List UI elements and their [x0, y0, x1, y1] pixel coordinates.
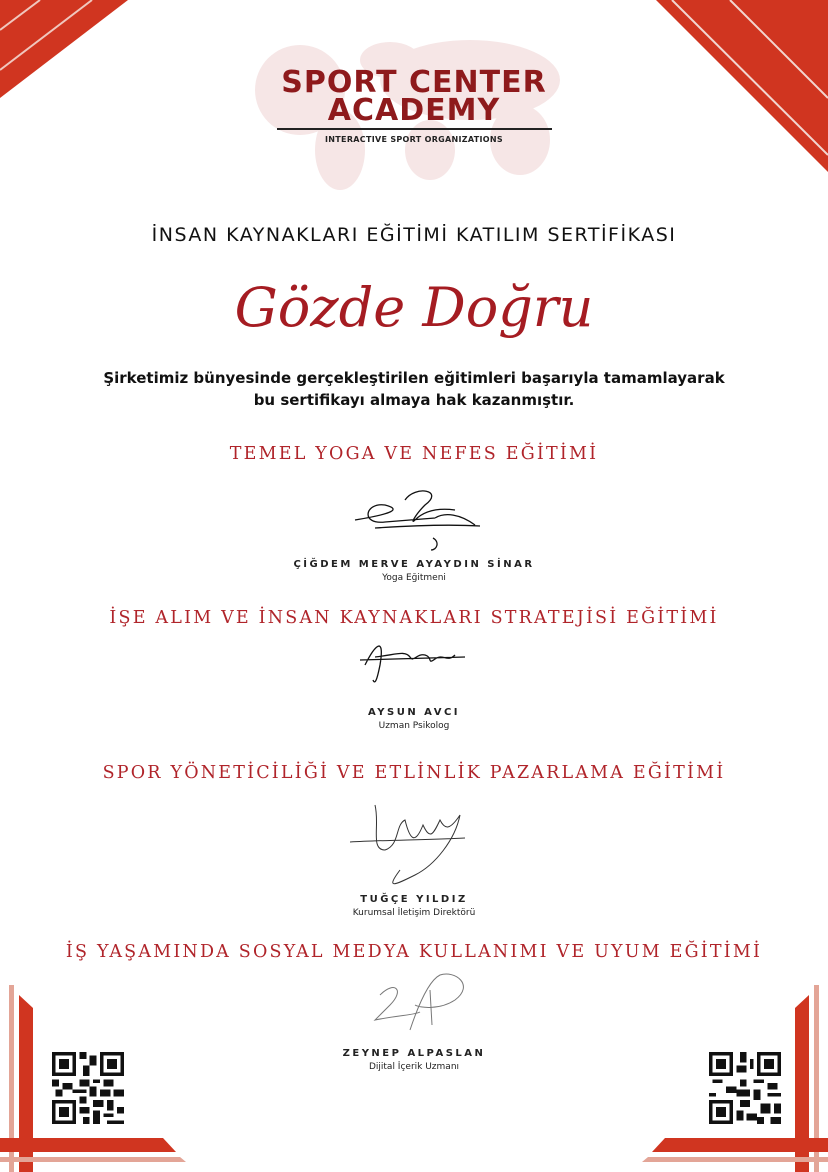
qr-code-left[interactable] — [52, 1052, 124, 1124]
signer-role-2: Uzman Psikolog — [378, 721, 450, 731]
recipient-name: Gözde Doğru — [234, 276, 594, 339]
description-line-1: Şirketimiz bünyesinde gerçekleştirilen eğitimleri başarıyla tamamlayarak — [103, 369, 725, 387]
logo-line2: ACADEMY — [327, 93, 501, 128]
signer-name-1: ÇİĞDEM MERVE AYAYDIN SİNAR — [293, 559, 535, 570]
signature-2 — [355, 635, 475, 705]
training-course-1: TEMEL YOGA VE NEFES EĞİTİMİ — [229, 444, 599, 464]
signer-role-3: Kurumsal İletişim Direktörü — [352, 908, 476, 918]
logo-tagline: INTERACTIVE SPORT ORGANIZATIONS — [325, 135, 503, 144]
qr-code-right[interactable] — [709, 1052, 781, 1124]
logo-line1: SPORT CENTER — [281, 65, 547, 100]
logo-divider — [277, 128, 552, 130]
training-course-4: İŞ YAŞAMINDA SOSYAL MEDYA KULLANIMI VE UYUM EĞİTİMİ — [65, 942, 763, 962]
signer-role-1: Yoga Eğitmeni — [382, 573, 446, 583]
signer-name-2: AYSUN AVCI — [367, 707, 461, 718]
signer-role-4: Dijital İçerik Uzmanı — [368, 1062, 460, 1072]
certificate-title: İNSAN KAYNAKLARI EĞİTİMİ KATILIM SERTİFİKASI — [151, 224, 677, 246]
certificate-description — [0, 367, 828, 411]
signer-name-3: TUĞÇE YILDIZ — [360, 894, 468, 905]
signature-3 — [345, 790, 475, 895]
signature-1 — [345, 480, 485, 560]
training-course-3: SPOR YÖNETİCİLİĞİ VE ETLİNLİK PAZARLAMA EĞİTİMİ — [102, 763, 726, 783]
signature-4 — [360, 970, 480, 1045]
training-course-2: İŞE ALIM VE İNSAN KAYNAKLARI STRATEJİSİ EĞİTİMİ — [109, 608, 719, 628]
signer-name-4: ZEYNEP ALPASLAN — [342, 1048, 486, 1059]
description-line-2: bu sertifikayı almaya hak kazanmıştır. — [253, 391, 575, 409]
